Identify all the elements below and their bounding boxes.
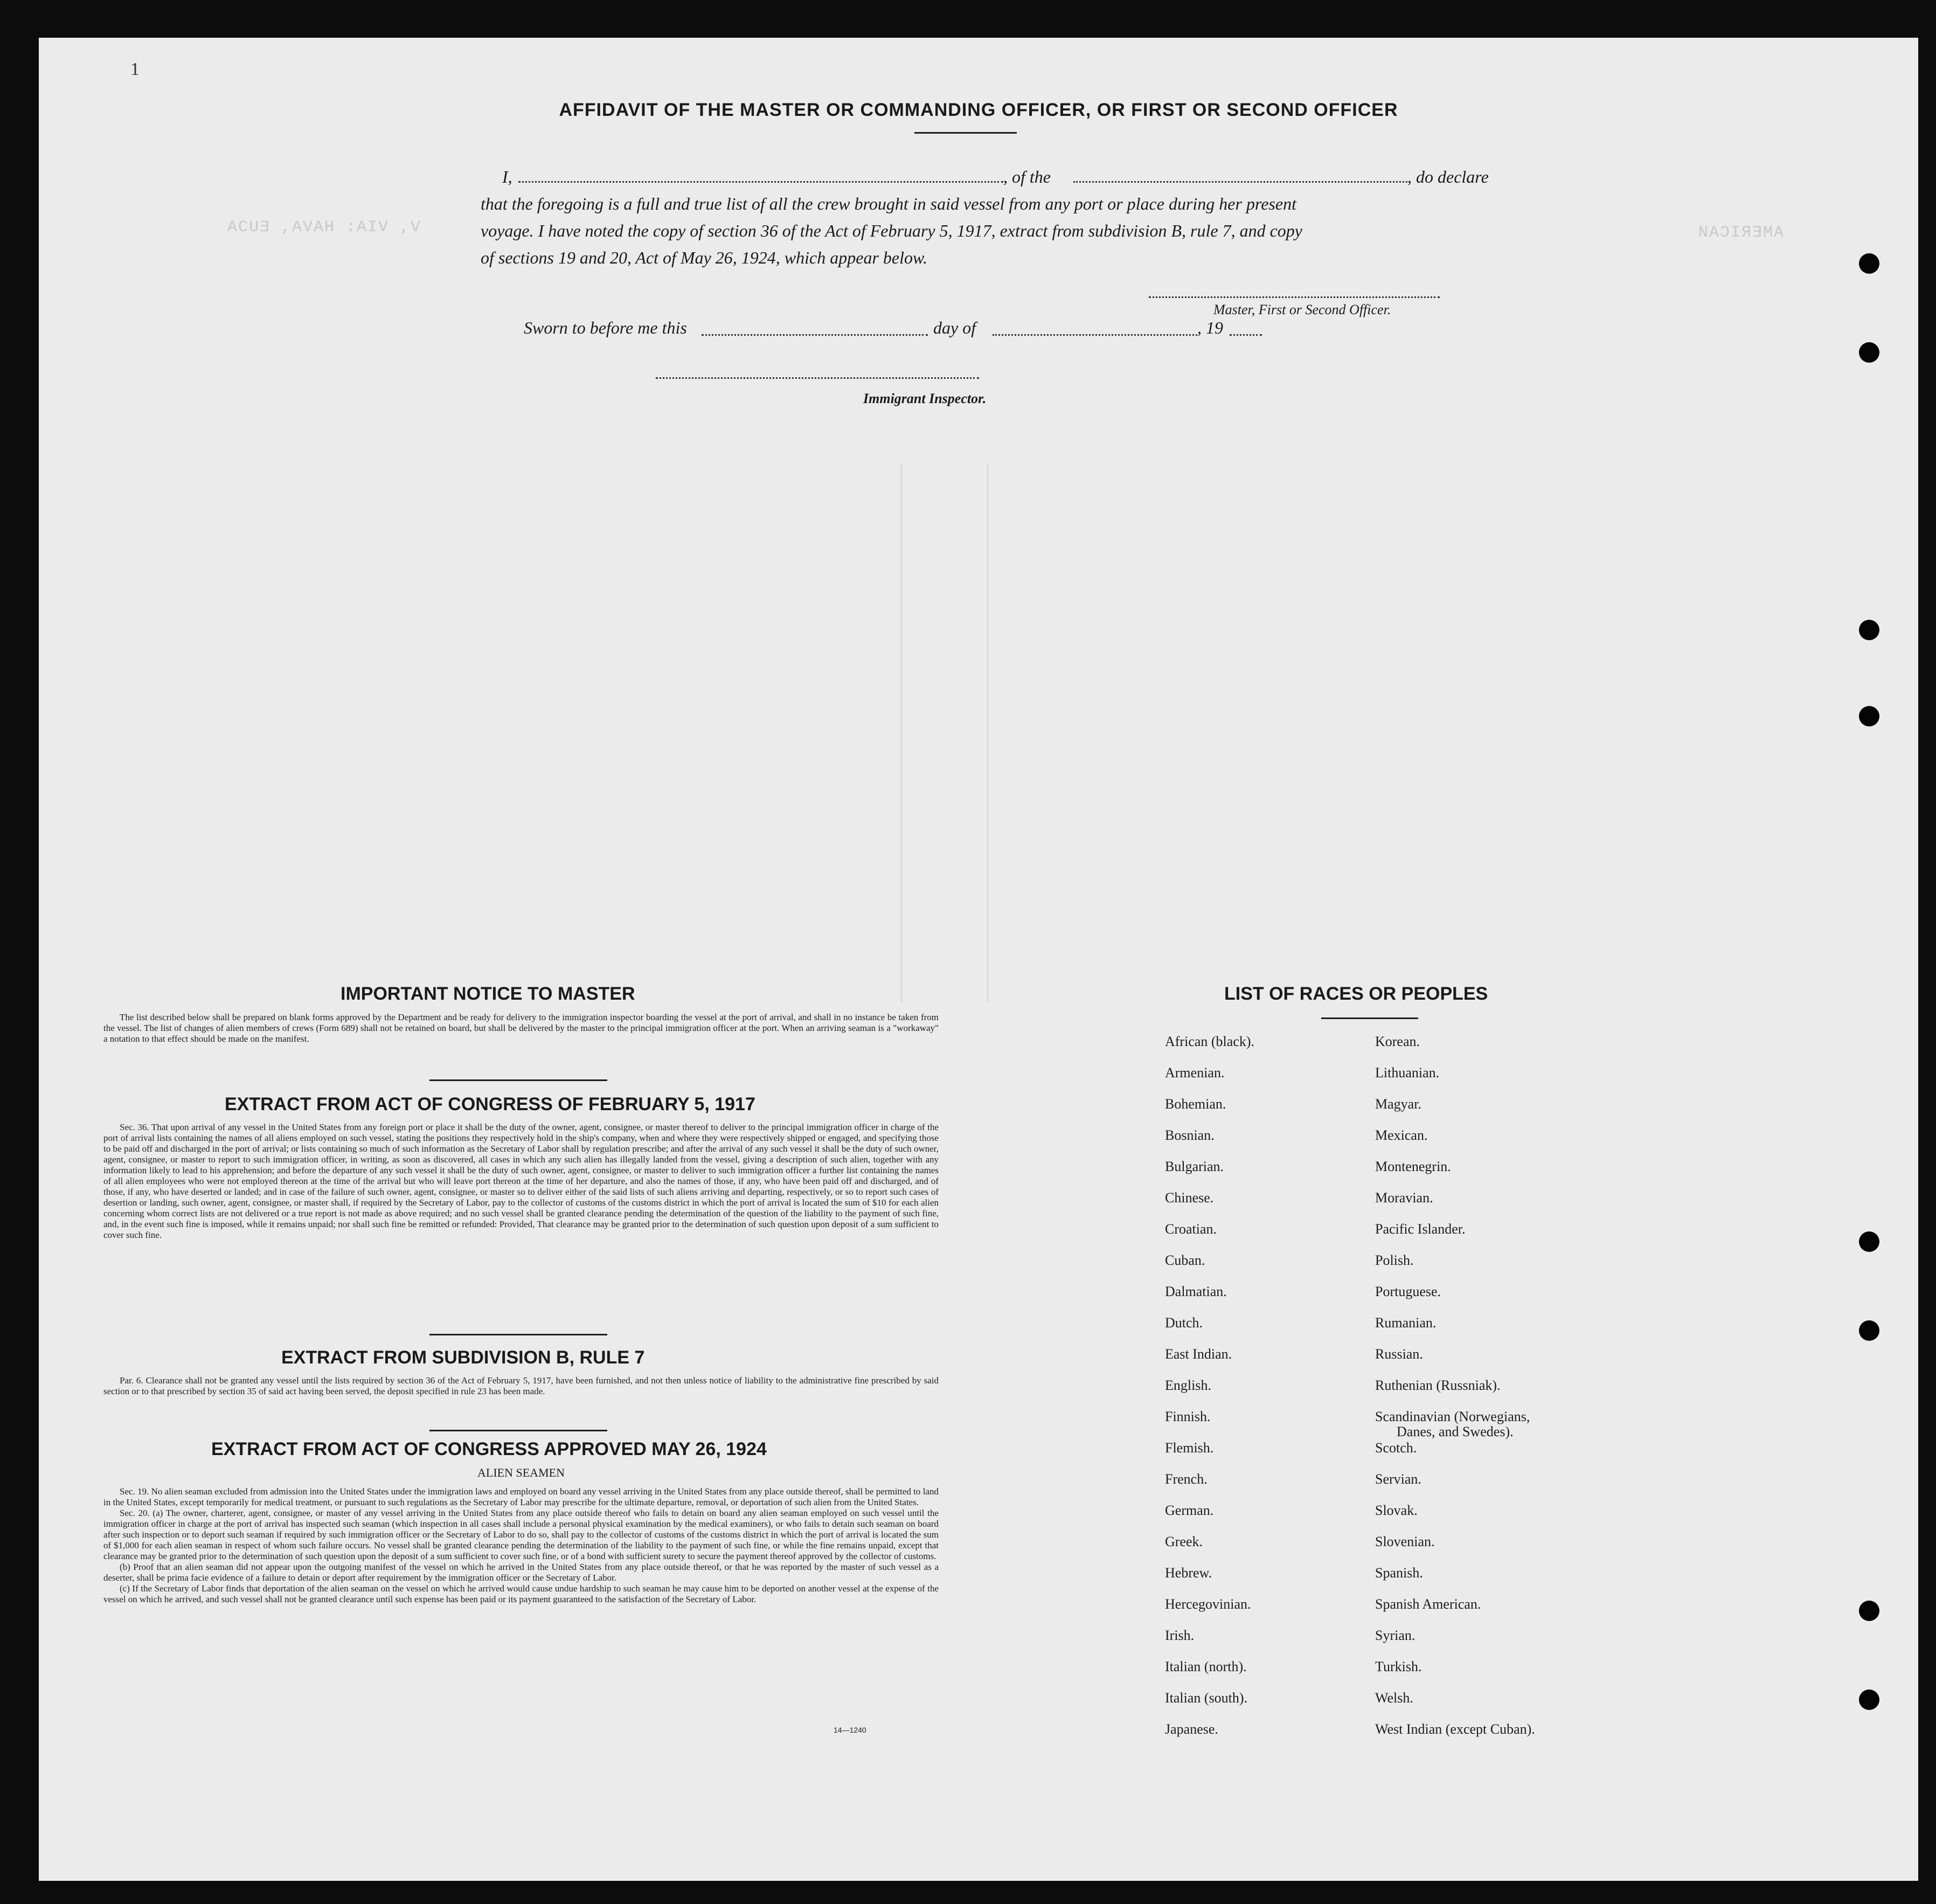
race-item: Rumanian. — [1375, 1315, 1437, 1331]
day-of-label: day of — [933, 318, 976, 337]
binder-hole — [1859, 253, 1879, 274]
race-item: Chinese. — [1165, 1190, 1214, 1206]
name-blank — [518, 181, 1003, 183]
race-item: Bohemian. — [1165, 1096, 1226, 1112]
sworn-label: Sworn to before me this — [524, 318, 687, 337]
races-title: LIST OF RACES OR PEOPLES — [1224, 984, 1488, 1004]
race-item: Finnish. — [1165, 1409, 1211, 1424]
races-left-column — [1165, 1034, 1370, 1753]
race-item: African (black). — [1165, 1034, 1255, 1049]
sec19-text: Sec. 19. No alien seaman excluded from admission into the United States under the immigration laws and employed on board any vessel arriving in the United States from any place outside thereof, shall be permitted to land in the United States, except temporarily for medical treatment, or pursuant to such regulations as the Secretary of Labor may prescribe for the ultimate departure, removal, or deportation of such alien from the United States. — [103, 1486, 939, 1507]
extract-1917-title: EXTRACT FROM ACT OF CONGRESS OF FEBRUARY 5, 1917 — [225, 1094, 755, 1114]
race-item: Cuban. — [1165, 1252, 1205, 1268]
race-item: Slovak. — [1375, 1503, 1418, 1518]
race-item: Ruthenian (Russniak). — [1375, 1377, 1501, 1393]
bleed-through-rule — [987, 463, 988, 1002]
section-rule — [429, 1430, 607, 1431]
affidavit-declare-label: , do declare — [1407, 167, 1489, 186]
race-item: Turkish. — [1375, 1659, 1422, 1674]
notice-title: IMPORTANT NOTICE TO MASTER — [341, 984, 635, 1004]
affidavit-title: AFFIDAVIT OF THE MASTER OR COMMANDING OFFICER, OR FIRST OR SECOND OFFICER — [559, 100, 1398, 120]
bleed-through-rule — [901, 463, 902, 1002]
race-item: Hebrew. — [1165, 1565, 1212, 1581]
page-marker: 1 — [130, 59, 140, 79]
race-item: Greek. — [1165, 1534, 1203, 1549]
race-item: Magyar. — [1375, 1096, 1421, 1112]
bleed-through-text: ACUƎ ,AVAH :AIV ,V — [227, 218, 422, 237]
race-item: Syrian. — [1375, 1628, 1415, 1643]
race-item: Spanish. — [1375, 1565, 1423, 1581]
race-item: Danes, and Swedes). — [1397, 1424, 1514, 1439]
race-item: Moravian. — [1375, 1190, 1433, 1206]
race-item: Dalmatian. — [1165, 1284, 1227, 1299]
binder-hole — [1859, 1320, 1879, 1341]
race-item: German. — [1165, 1503, 1214, 1518]
race-item: Scotch. — [1375, 1440, 1417, 1456]
extract-1924-title: EXTRACT FROM ACT OF CONGRESS APPROVED MAY 26, 1924 — [211, 1439, 767, 1459]
race-item: Bosnian. — [1165, 1127, 1215, 1143]
race-item: East Indian. — [1165, 1346, 1232, 1362]
race-item: Lithuanian. — [1375, 1065, 1440, 1081]
master-signature-line — [1149, 296, 1440, 298]
race-item: Croatian. — [1165, 1221, 1217, 1237]
race-item: Servian. — [1375, 1471, 1421, 1487]
extract-1924-body — [103, 1486, 939, 1605]
binder-hole — [1859, 620, 1879, 640]
rule7-body: Par. 6. Clearance shall not be granted any vessel until the lists required by section 36 of the Act of February 5, 1917, have been furnished, and not then unless notice of liability to the administrative fine prescribed by said section or to that prescribed by section 35 of said act having been served, the deposit specified in rule 23 has been made. — [103, 1375, 939, 1396]
race-item: Dutch. — [1165, 1315, 1203, 1331]
race-item: Armenian. — [1165, 1065, 1225, 1081]
inspector-label: Immigrant Inspector. — [863, 391, 987, 406]
inspector-signature-line — [656, 377, 979, 379]
sworn-day-blank — [702, 334, 928, 336]
year-blank — [1230, 334, 1262, 336]
race-item: Portuguese. — [1375, 1284, 1441, 1299]
sec20b-text: (b) Proof that an alien seaman did not appear upon the outgoing manifest of the vessel on which he arrived in the United States from any place outside thereof, or that he was reported by the master of such vessel as a deserter, shall be prima facie evidence of a failure to detain or deport after requirement by the immigration officer or the Secretary of Labor. — [103, 1562, 939, 1583]
race-item: Italian (south). — [1165, 1690, 1248, 1706]
race-item: Pacific Islander. — [1375, 1221, 1466, 1237]
bleed-through-text: NAƆIЯƎMA — [1698, 224, 1785, 242]
race-item: Slovenian. — [1375, 1534, 1435, 1549]
race-item: Italian (north). — [1165, 1659, 1247, 1674]
document-page — [39, 38, 1918, 1881]
affidavit-of-the-label: , of the — [1003, 167, 1051, 186]
sworn-month-blank — [993, 334, 1197, 336]
race-item: West Indian (except Cuban). — [1375, 1721, 1535, 1737]
race-item: Spanish American. — [1375, 1596, 1481, 1612]
binder-hole — [1859, 1231, 1879, 1252]
sec20c-text: (c) If the Secretary of Labor finds that deportation of the alien seaman on the vessel on which he arrived would cause undue hardship to such seaman he may cause him to be deported on another vessel at the expense of the vessel on which he arrived, and such vessel shall not be granted clearance until such expense has been paid or its payment guaranteed to the satisfaction of the Secretary of Labor. — [103, 1583, 939, 1604]
race-item: Bulgarian. — [1165, 1159, 1224, 1174]
race-item: Flemish. — [1165, 1440, 1214, 1456]
rule7-title: EXTRACT FROM SUBDIVISION B, RULE 7 — [281, 1347, 645, 1368]
notice-body: The list described below shall be prepared on blank forms approved by the Department and be ready for delivery to the immigration inspector boarding the vessel at the port of arrival, and shall in no instance be taken from the vessel. The list of changes of alien members of crews (Form 689) shall not be retained on board, but shall be delivered by the master to the principal immigration officer at the port. When an arriving seaman is a "workaway" a notation to that effect should be made on the manifest. — [103, 1012, 939, 1044]
race-item: Welsh. — [1375, 1690, 1413, 1706]
race-item: Russian. — [1375, 1346, 1423, 1362]
sec20a-text: Sec. 20. (a) The owner, charterer, agent, consignee, or master of any vessel arriving in the United States from any place outside thereof who fails to detain on board any alien seaman employed on such vessel until the immigration officer in charge at the port of arrival has inspected such seaman (which inspection in all cases shall include a personal physical examination by the medical examiners), or who fails to detain such seaman on board after such inspection or to deport such seaman if required by such immigration officer or the Secretary of Labor to do so, shall pay to the collector of customs of the customs district in which the port of arrival is located the sum of $1,000 for each alien seaman in respect of whom such failure occurs. No vessel shall be granted clearance pending the determination of the liability to the payment of such fine, or while the fine remains unpaid, except that clearance may be granted prior to the determination of such question upon the deposit of a sum sufficient to cover such fine, or of a bond with sufficient surety to secure the payment thereof approved by the collector of customs. — [103, 1508, 939, 1561]
affidavit-line4: of sections 19 and 20, Act of May 26, 1924, which appear below. — [481, 248, 927, 267]
section-rule — [429, 1334, 607, 1335]
race-item: Hercegovinian. — [1165, 1596, 1251, 1612]
affidavit-line2: that the foregoing is a full and true list of all the crew brought in said vessel from any port or place during her present — [481, 194, 1296, 213]
race-item: Korean. — [1375, 1034, 1420, 1049]
race-item: Scandinavian (Norwegians, — [1375, 1409, 1530, 1424]
race-item: Mexican. — [1375, 1127, 1428, 1143]
alien-seamen-subtitle: ALIEN SEAMEN — [477, 1466, 565, 1479]
affidavit-i-label: I, — [502, 167, 512, 186]
race-item: Montenegrin. — [1375, 1159, 1451, 1174]
race-item: Irish. — [1165, 1628, 1195, 1643]
form-number: 14—1240 — [834, 1726, 866, 1734]
master-signature-label: Master, First or Second Officer. — [1213, 302, 1391, 317]
section-rule — [429, 1079, 607, 1081]
year-label: , 19 — [1197, 318, 1223, 337]
race-item: English. — [1165, 1377, 1211, 1393]
binder-hole — [1859, 1690, 1879, 1710]
affidavit-line3: voyage. I have noted the copy of section 36 of the Act of February 5, 1917, extract from subdivision B, rule 7, and copy — [481, 221, 1302, 240]
race-item: Polish. — [1375, 1252, 1414, 1268]
races-right-column — [1375, 1034, 1655, 1753]
binder-hole — [1859, 1601, 1879, 1621]
extract-1917-body: Sec. 36. That upon arrival of any vessel in the United States from any foreign port or place it shall be the duty of the owner, agent, consignee, or master thereof to deliver to the principal immigration officer in charge of the port of arrival lists containing the names of all aliens employed on such vessel, stating the positions they respectively hold in the ship's company, when and where they were respectively shipped or engaged, and specifying those to be paid off and discharged in the port of arrival; or lists containing so much of such information as the Secretary of Labor shall by regulation prescribe; and after the arrival of any such vessel it shall be the duty of such owner, agent, consignee, or master to report to such immigration officer, in writing, as soon as discovered, all cases in which any such alien has illegally landed from the vessel, giving a description of such alien, together with any information likely to lead to his apprehension; and before the departure of any such vessel it shall be the duty of such owner, agent, consignee, or master to deliver to such immigration officer a further list containing the names of all alien employees who were not employed thereon at the time of the arrival but who will leave port thereon at the time of her departure, and also the names of those, if any, who have been paid off and discharged, and of those, if any, who have deserted or landed; and in case of the failure of such owner, agent, consignee, or master so to deliver either of the said lists of such aliens arriving and departing, respectively, or so to report such cases of desertion or landing, such owner, agent, consignee, or master shall, if required by the Secretary of Labor, pay to the collector of customs of the customs district in which the port of arrival is located the sum of $10 for each alien concerning whom correct lists are not delivered or a true report is not made as above required; and no such vessel shall be granted clearance pending the determination of the question of the liability to the payment of such fine, and, in the event such fine is imposed, while it remains unpaid; nor shall such fine be remitted or refunded: Provided, That clearance may be granted prior to the determination of such question upon deposit of a sum sufficient to cover such fine. — [103, 1122, 939, 1240]
race-item: French. — [1165, 1471, 1208, 1487]
races-rule — [1321, 1017, 1418, 1019]
vessel-blank — [1073, 181, 1407, 183]
race-item: Japanese. — [1165, 1721, 1218, 1737]
binder-hole — [1859, 342, 1879, 363]
title-rule — [914, 132, 1017, 134]
binder-hole — [1859, 706, 1879, 726]
